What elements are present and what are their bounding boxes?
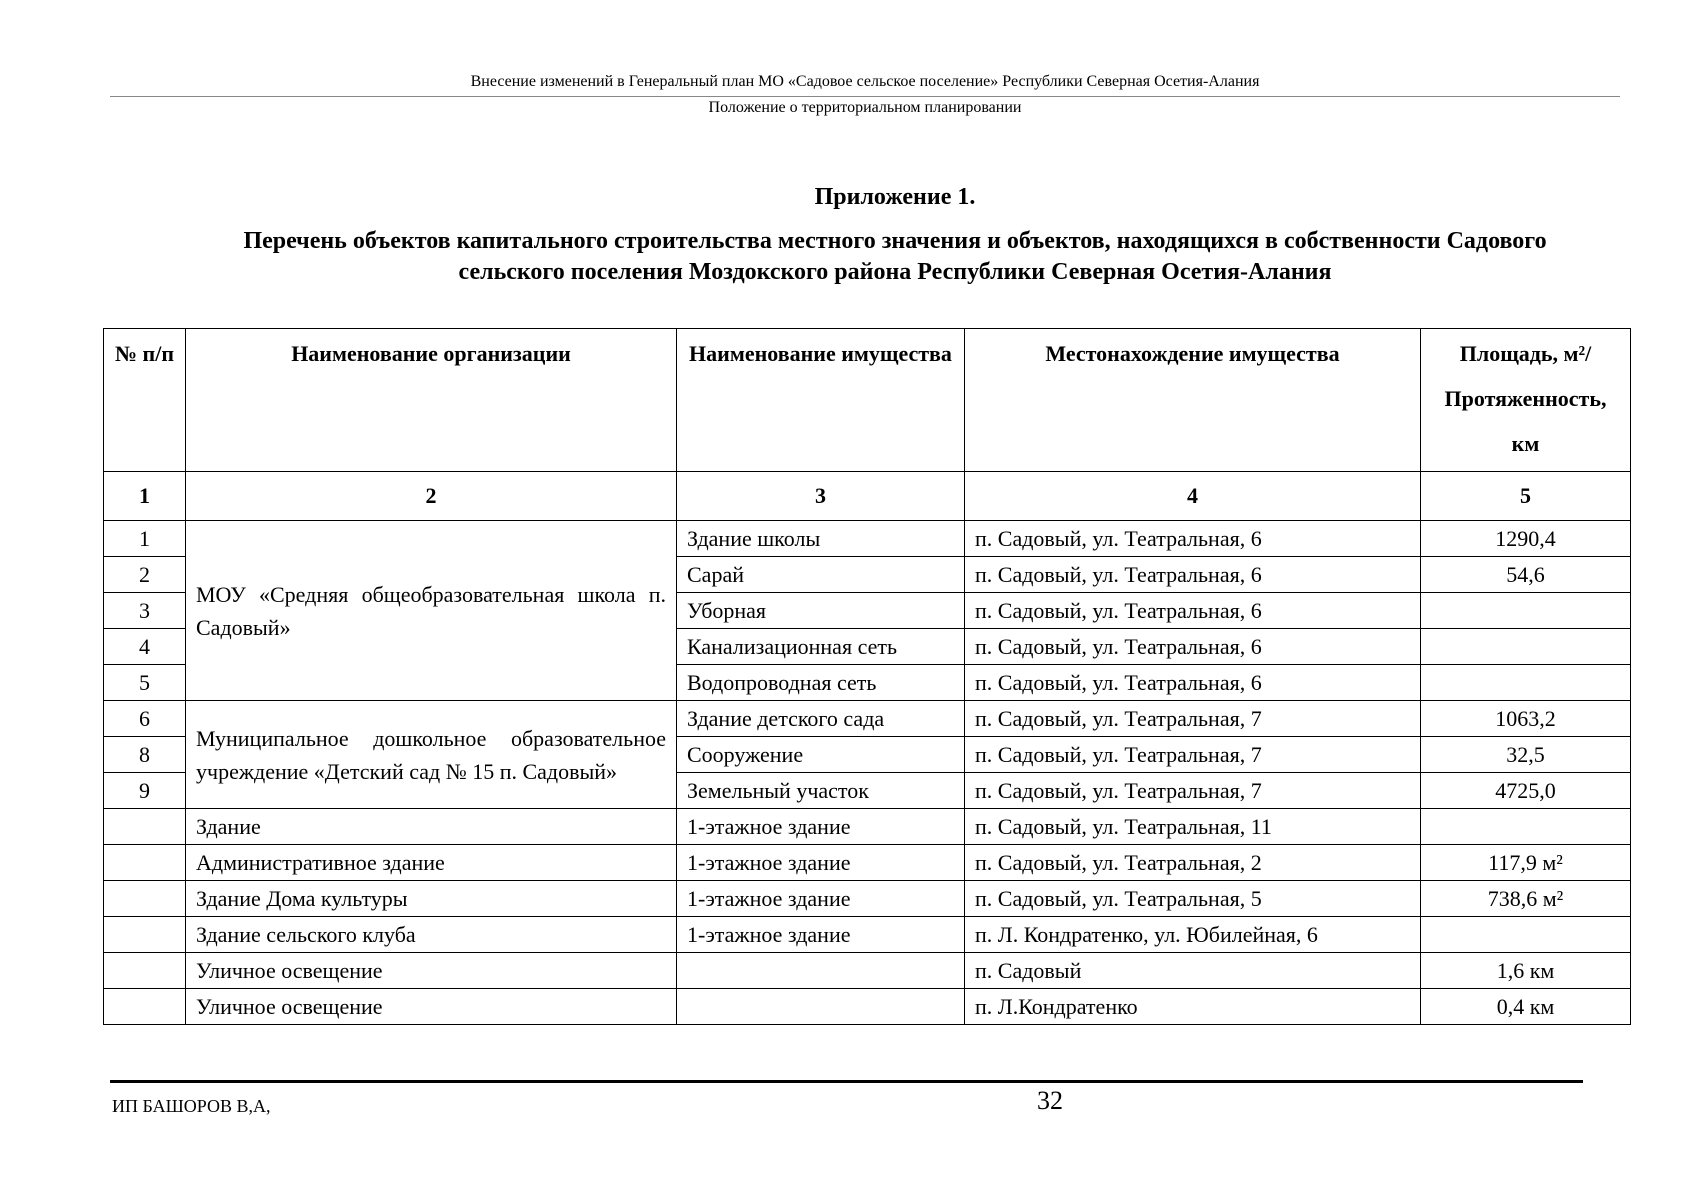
property-location: п. Садовый, ул. Театральная, 6 [965, 521, 1421, 557]
property-location: п. Садовый, ул. Театральная, 6 [965, 629, 1421, 665]
property-name: 1-этажное здание [677, 809, 965, 845]
property-location: п. Садовый, ул. Театральная, 6 [965, 557, 1421, 593]
property-location: п. Л. Кондратенко, ул. Юбилейная, 6 [965, 917, 1421, 953]
table-row [104, 701, 1631, 737]
property-location: п. Л.Кондратенко [965, 989, 1421, 1025]
property-name: Земельный участок [677, 773, 965, 809]
row-number: 4 [104, 629, 186, 665]
running-header-title: Внесение изменений в Генеральный план МО «Садовое сельское поселение» Республики Северная Осетия-Алания [470, 73, 1260, 90]
organization-name: Уличное освещение [186, 989, 677, 1025]
property-area: 117,9 м² [1421, 845, 1631, 881]
property-location: п. Садовый, ул. Театральная, 7 [965, 737, 1421, 773]
property-register-table [103, 328, 1631, 1025]
property-location: п. Садовый [965, 953, 1421, 989]
column-header-location: Местонахождение имущества [965, 329, 1421, 472]
row-number [104, 953, 186, 989]
column-number: 4 [965, 472, 1421, 521]
row-number: 6 [104, 701, 186, 737]
table-row [104, 989, 1631, 1025]
organization-name: Здание сельского клуба [186, 917, 677, 953]
row-number [104, 989, 186, 1025]
property-area [1421, 665, 1631, 701]
organization-name: Уличное освещение [186, 953, 677, 989]
row-number [104, 917, 186, 953]
property-name: 1-этажное здание [677, 881, 965, 917]
organization-name: Муниципальное дошкольное образовательное учреждение «Детский сад № 15 п. Садовый» [186, 701, 677, 809]
organization-name: Здание [186, 809, 677, 845]
footer-rule [110, 1080, 1583, 1083]
property-name: Водопроводная сеть [677, 665, 965, 701]
column-header-property: Наименование имущества [677, 329, 965, 472]
column-header-number: № п/п [104, 329, 186, 472]
property-location: п. Садовый, ул. Театральная, 7 [965, 773, 1421, 809]
organization-name: Здание Дома культуры [186, 881, 677, 917]
column-header-area: Площадь, м²/ Протяженность, км [1421, 329, 1631, 472]
property-name: Здание школы [677, 521, 965, 557]
property-location: п. Садовый, ул. Театральная, 6 [965, 593, 1421, 629]
row-number: 9 [104, 773, 186, 809]
row-number [104, 809, 186, 845]
column-number-row [104, 472, 1631, 521]
footer-author: ИП БАШОРОВ В,А, [112, 1096, 271, 1116]
property-name: Сарай [677, 557, 965, 593]
property-name [677, 953, 965, 989]
property-area: 1063,2 [1421, 701, 1631, 737]
property-area: 4725,0 [1421, 773, 1631, 809]
property-area: 1290,4 [1421, 521, 1631, 557]
row-number: 5 [104, 665, 186, 701]
row-number: 2 [104, 557, 186, 593]
property-area [1421, 593, 1631, 629]
table-row [104, 881, 1631, 917]
table-row [104, 521, 1631, 557]
row-number: 3 [104, 593, 186, 629]
column-number: 2 [186, 472, 677, 521]
property-name: 1-этажное здание [677, 845, 965, 881]
property-area [1421, 917, 1631, 953]
property-area: 738,6 м² [1421, 881, 1631, 917]
property-name [677, 989, 965, 1025]
property-area: 0,4 км [1421, 989, 1631, 1025]
row-number: 1 [104, 521, 186, 557]
column-number: 1 [104, 472, 186, 521]
property-name: Канализационная сеть [677, 629, 965, 665]
organization-name: МОУ «Средняя общеобразовательная школа п. Садовый» [186, 521, 677, 701]
column-number: 3 [677, 472, 965, 521]
column-header-organization: Наименование организации [186, 329, 677, 472]
document-title: Перечень объектов капитального строительства местного значения и объектов, находящихся в собственности Садового сельского поселения Моздокского района Республики Северная Осетия-Алания [243, 228, 1547, 285]
running-header-subtitle: Положение о территориальном планировании [708, 99, 1022, 116]
property-area [1421, 809, 1631, 845]
property-area: 32,5 [1421, 737, 1631, 773]
property-area [1421, 629, 1631, 665]
table-row [104, 917, 1631, 953]
property-location: п. Садовый, ул. Театральная, 6 [965, 665, 1421, 701]
annex-title: Приложение 1. [814, 184, 976, 210]
property-location: п. Садовый, ул. Театральная, 7 [965, 701, 1421, 737]
property-location: п. Садовый, ул. Театральная, 11 [965, 809, 1421, 845]
property-area: 1,6 км [1421, 953, 1631, 989]
table-row [104, 809, 1631, 845]
table-header-row [104, 329, 1631, 472]
column-number: 5 [1421, 472, 1631, 521]
property-location: п. Садовый, ул. Театральная, 2 [965, 845, 1421, 881]
organization-name: Административное здание [186, 845, 677, 881]
property-area: 54,6 [1421, 557, 1631, 593]
property-name: Уборная [677, 593, 965, 629]
page-number: 32 [1037, 1086, 1063, 1115]
row-number [104, 845, 186, 881]
table-row [104, 845, 1631, 881]
property-name: 1-этажное здание [677, 917, 965, 953]
header-rule [110, 96, 1620, 97]
row-number: 8 [104, 737, 186, 773]
property-name: Здание детского сада [677, 701, 965, 737]
property-location: п. Садовый, ул. Театральная, 5 [965, 881, 1421, 917]
property-name: Сооружение [677, 737, 965, 773]
table-row [104, 953, 1631, 989]
row-number [104, 881, 186, 917]
